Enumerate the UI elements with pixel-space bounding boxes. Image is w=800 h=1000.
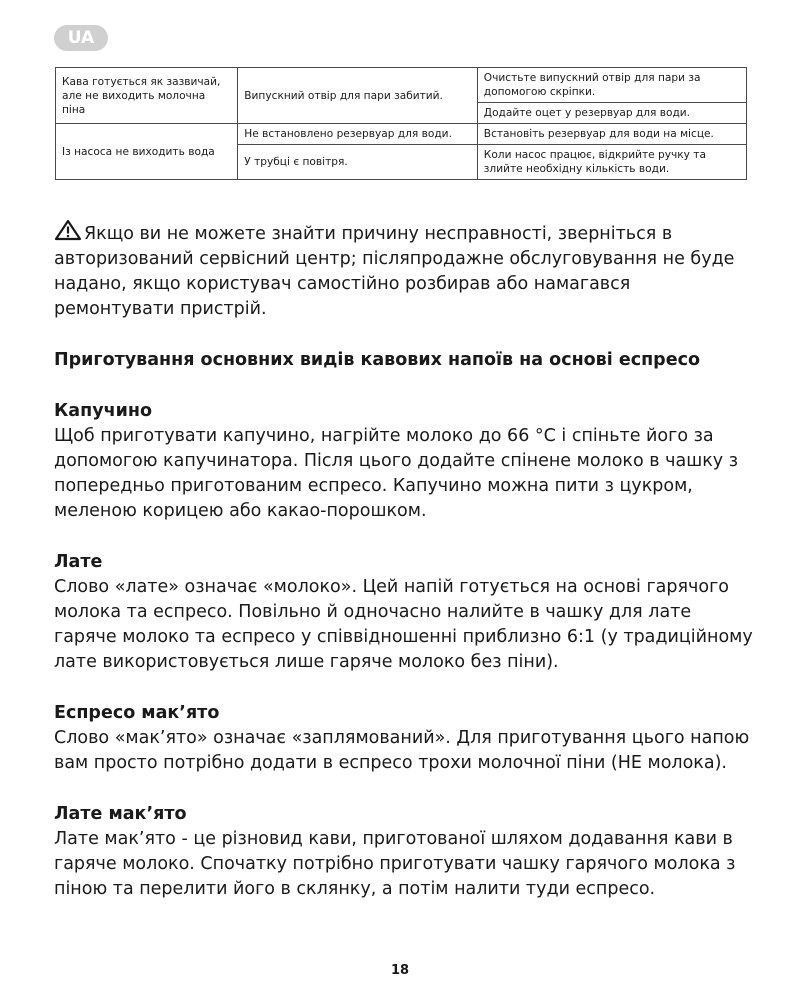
- warning-paragraph: [54, 219, 754, 322]
- section-title: Приготування основних видів кавових напоїв на основі еспресо: [54, 350, 700, 370]
- warning-text: Якщо ви не можете знайти причину несправності, зверніться в авторизований сервісний центр; післяпродажне обслуговування не буде надано, якщо користувач самостійно розбирав або намагався ремонтувати пристрій.: [54, 224, 735, 319]
- drink-text-latte: Слово «лате» означає «молоко». Цей напій готується на основі гарячого молока та еспресо. Повільно й одночасно налийте в чашку для лате гаряче молоко та еспресо у співвідношенні приблизно 6:1 (у традиційному лате використовується лише гаряче молоко без піни).: [54, 577, 753, 672]
- main-content: [54, 219, 754, 902]
- language-badge: UA: [54, 25, 108, 51]
- solution-cell: Очистьте випускний отвір для пари за допомогою скріпки.: [477, 68, 746, 103]
- solution-cell: Встановіть резервуар для води на місце.: [477, 124, 746, 145]
- cause-cell: У трубці є повітря.: [238, 145, 478, 180]
- problem-cell: Із насоса не виходить вода: [56, 124, 238, 180]
- drink-text-cappuccino: Щоб приготувати капучино, нагрійте молоко до 66 °C і спіньте його за допомогою капучинатора. Після цього додайте спінене молоко в чашку з попередньо приготованим еспресо. Капучино можна пити з цукром, меленою корицею або какао-порошком.: [54, 426, 739, 521]
- drink-title-espresso-macchiato: Еспресо мак’ято: [54, 703, 220, 723]
- troubleshooting-table: [55, 67, 747, 180]
- cause-cell: Випускний отвір для пари забитий.: [238, 68, 478, 124]
- drink-text-latte-macchiato: Лате мак’ято - це різновид кави, приготованої шляхом додавання кави в гаряче молоко. Спочатку потрібно приготувати чашку гарячого молока з піною та перелити його в склянку, а потім налити туди еспресо.: [54, 829, 736, 899]
- warning-triangle-icon: [54, 219, 84, 241]
- drink-title-latte: Лате: [54, 552, 103, 572]
- page-number: 18: [390, 963, 410, 978]
- drink-text-espresso-macchiato: Слово «мак’ято» означає «заплямований». Для приготування цього напою вам просто потрібно додати в еспресо трохи молочної піни (НЕ молока).: [54, 728, 750, 773]
- drink-title-latte-macchiato: Лате мак’ято: [54, 804, 187, 824]
- solution-cell: Додайте оцет у резервуар для води.: [477, 103, 746, 124]
- cause-cell: Не встановлено резервуар для води.: [238, 124, 478, 145]
- table-row: [56, 124, 747, 145]
- solution-cell: Коли насос працює, відкрийте ручку та злийте необхідну кількість води.: [477, 145, 746, 180]
- problem-cell: Кава готується як зазвичай, але не виходить молочна піна: [56, 68, 238, 124]
- drink-title-cappuccino: Капучино: [54, 401, 153, 421]
- table-row: [56, 68, 747, 103]
